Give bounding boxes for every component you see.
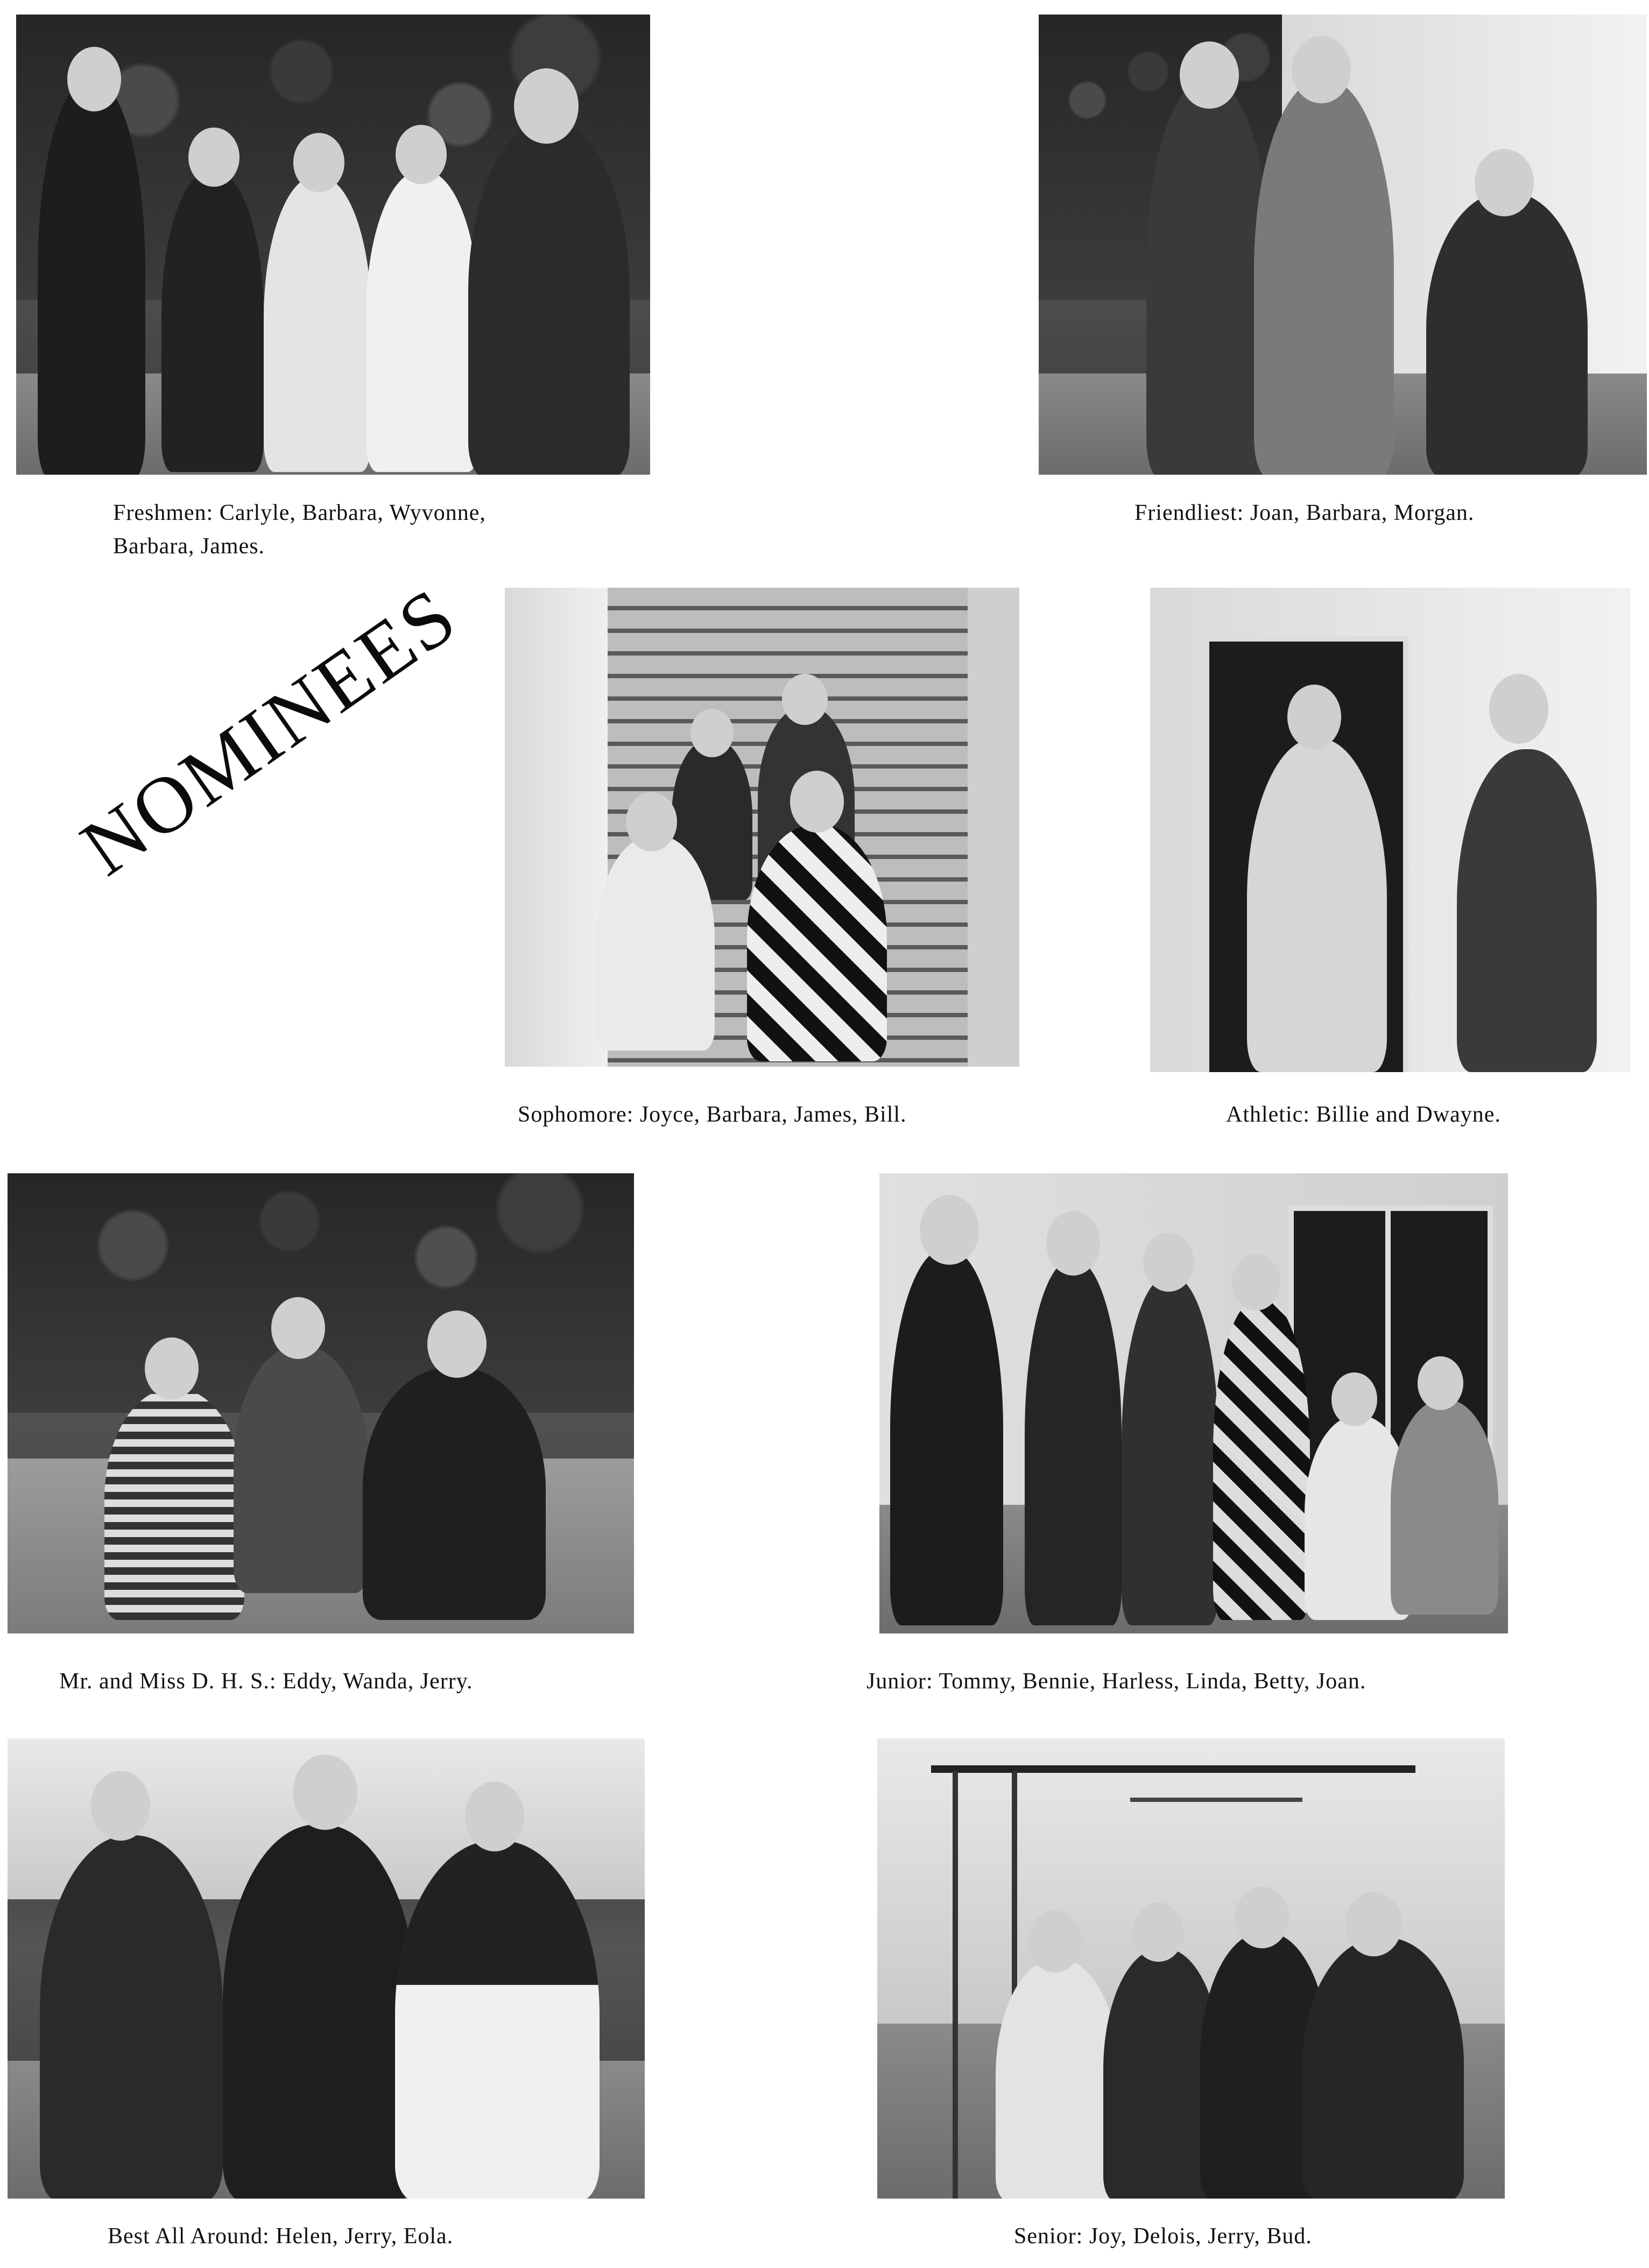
photo-freshmen [16,15,650,475]
caption-sophomore: Sophomore: Joyce, Barbara, James, Bill. [518,1102,907,1127]
caption-senior: Senior: Joy, Delois, Jerry, Bud. [1014,2224,1312,2249]
photo-best-all-around [8,1738,645,2199]
photo-junior [879,1173,1508,1633]
photo-sophomore [505,588,1019,1067]
photo-senior [877,1738,1505,2199]
photo-friendliest [1039,15,1647,475]
caption-freshmen: Freshmen: Carlyle, Barbara, Wyvonne, Barbara, James. [113,501,486,559]
photo-athletic [1150,588,1631,1072]
caption-junior: Junior: Tommy, Bennie, Harless, Linda, Betty, Joan. [866,1669,1366,1694]
photo-mr-miss-dhs [8,1173,634,1633]
page-heading: NOMINEES [65,570,473,893]
caption-friendliest: Friendliest: Joan, Barbara, Morgan. [1134,501,1475,525]
caption-best-all-around: Best All Around: Helen, Jerry, Eola. [108,2224,454,2249]
caption-athletic: Athletic: Billie and Dwayne. [1226,1102,1501,1127]
caption-mr-miss-dhs: Mr. and Miss D. H. S.: Eddy, Wanda, Jerry. [59,1669,473,1694]
